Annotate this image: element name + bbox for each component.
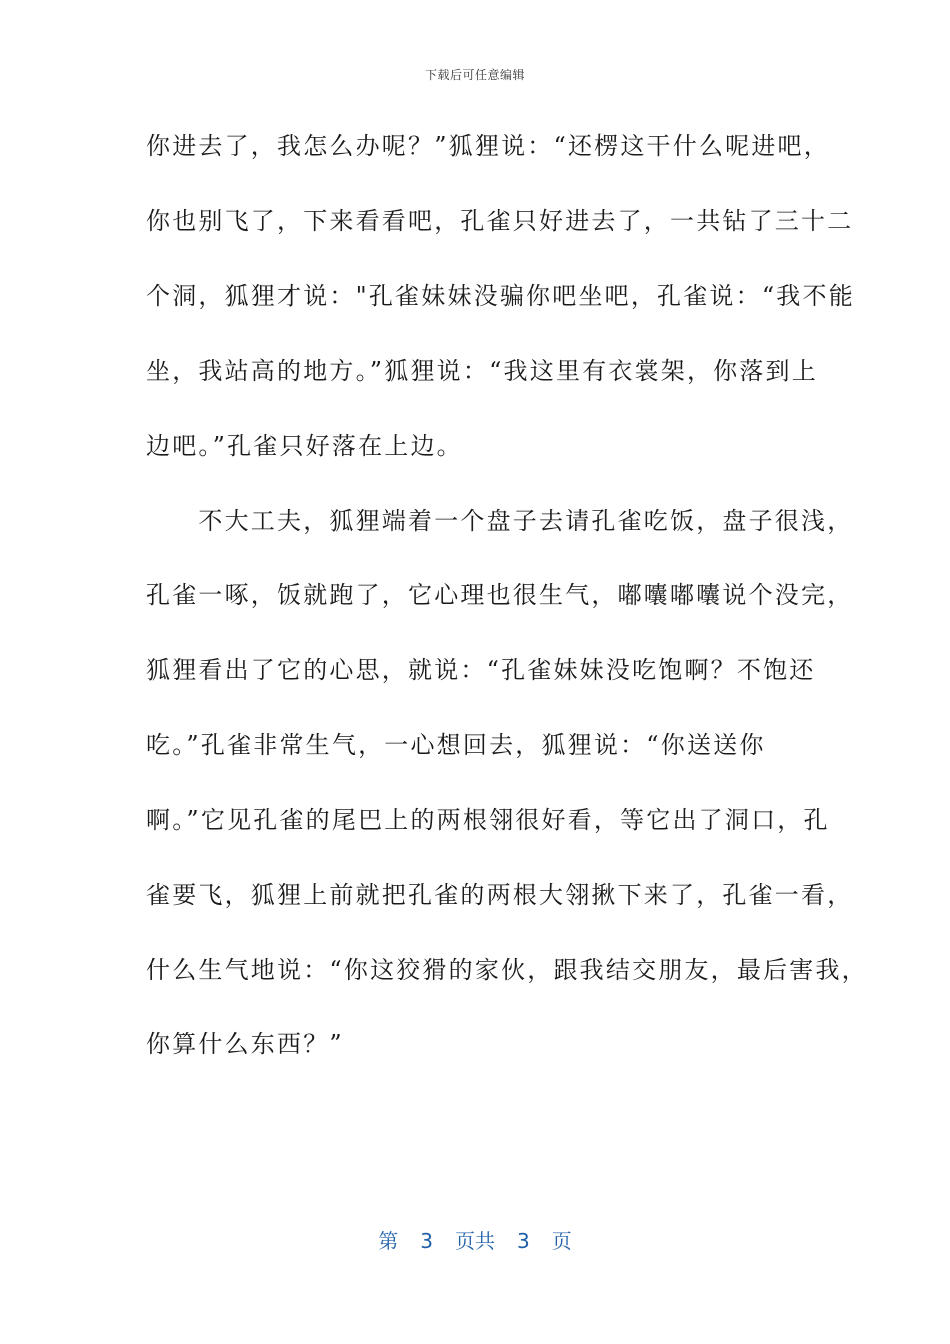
header-note: 下载后可任意编辑 <box>424 68 525 82</box>
text-line: 你进去了，我怎么办呢？”狐狸说：“还楞这干什么呢进吧， <box>146 132 830 160</box>
footer-middle: 页共 <box>455 1229 495 1253</box>
current-page-number: 3 <box>420 1229 433 1253</box>
footer-suffix: 页 <box>551 1229 572 1253</box>
text-line: 边吧。”孔雀只好落在上边。 <box>146 432 463 460</box>
text-line: 不大工夫，狐狸端着一个盘子去请孔雀吃饭，盘子很浅， <box>146 507 854 535</box>
text-line: 你算什么东西？” <box>146 1030 344 1058</box>
total-pages-number: 3 <box>517 1229 530 1253</box>
text-line: 坐，我站高的地方。”狐狸说：“我这里有衣裳架，你落到上 <box>146 357 818 385</box>
footer-prefix: 第 <box>378 1229 399 1253</box>
text-line: 什么生气地说：“你这狡猾的家伙，跟我结交朋友，最后害我， <box>146 956 868 984</box>
text-line: 孔雀一啄，饭就跑了，它心理也很生气，嘟囔嘟囔说个没完， <box>146 581 854 609</box>
text-line: 雀要飞，狐狸上前就把孔雀的两根大翎揪下来了，孔雀一看， <box>146 881 854 909</box>
text-line: 个洞，狐狸才说："孔雀妹妹没骗你吧坐吧，孔雀说：“我不能 <box>146 282 855 310</box>
text-line: 吃。”孔雀非常生气，一心想回去，狐狸说：“你送送你 <box>146 731 766 759</box>
text-line: 啊。”它见孔雀的尾巴上的两根翎很好看，等它出了洞口，孔 <box>146 806 830 834</box>
page-footer <box>0 1225 950 1254</box>
text-line: 狐狸看出了它的心思，就说：“孔雀妹妹没吃饱啊？不饱还 <box>146 656 816 684</box>
text-line: 你也别飞了，下来看看吧，孔雀只好进去了，一共钻了三十二 <box>146 207 854 235</box>
